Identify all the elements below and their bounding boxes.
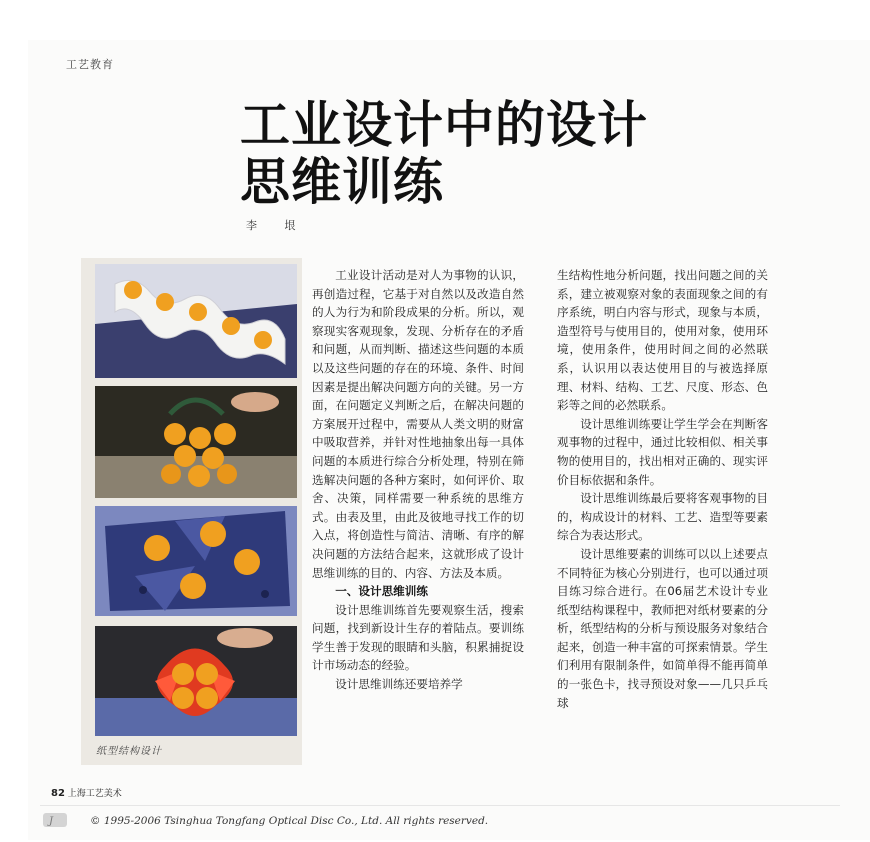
copyright-notice: © 1995-2006 Tsinghua Tongfang Optical Disc Co., Ltd. All rights reserved. bbox=[90, 815, 489, 827]
footer-divider bbox=[40, 805, 840, 806]
svg-text:J: J bbox=[49, 816, 54, 827]
page-footer bbox=[51, 786, 122, 799]
paper-structure-photo-3 bbox=[95, 506, 297, 616]
section-heading: 一、设计思维训练 bbox=[335, 584, 428, 599]
paragraph: 工业设计活动是对人为事物的认识，再创造过程，它基于对自然以及改造自然的人为行为和阶段成果的分析。所以，观察现实客观现象，发现、分析存在的矛盾和问题，从而判断、描述这些问题的本质以及这些问题的存在的环境、条件、时间因素是提出解决问题方向的关键。另一方面，在问题定义判断之后，在解决问题的方案展开过程中，需要从人类文明的财富中吸取营养，并针对性地抽象出每一具体问题的本质进行综合分析处理，特别在筛选解决问题的各种方案时，如何评价、取舍、决策，同样需要一种系统的思维方式。由表及里，由此及彼地寻找工作的切入点，将创造性与简洁、清晰、有序的解决问题的方法结合起来，这就形成了设计思维训练的目的、内容、方法及本质。 bbox=[312, 268, 524, 580]
article-title-line-2: 思维训练 bbox=[240, 153, 444, 211]
paper-structure-photo-2 bbox=[95, 386, 297, 498]
figure-panel bbox=[81, 258, 302, 765]
paper-structure-photo-1 bbox=[95, 264, 297, 378]
paragraph: 设计思维训练还要培养学 bbox=[335, 677, 463, 692]
paragraph: 设计思维训练要让学生学会在判断客观事物的过程中，通过比较相似、相关事物的使用目的，找出相对正确的、现实评价目标依据和条件。 bbox=[557, 416, 768, 487]
text-column-right bbox=[557, 266, 768, 712]
paragraph: 设计思维训练首先要观察生活，搜索问题，找到新设计生存的着陆点。要训练学生善于发现的眼睛和头脑，积累捕捉设计市场动态的经验。 bbox=[312, 602, 524, 673]
page-number: 82 bbox=[51, 788, 65, 799]
section-label: 工艺教育 bbox=[66, 58, 114, 71]
figure-caption: 纸型结构设计 bbox=[96, 746, 162, 757]
text-column-left bbox=[312, 266, 524, 694]
article-title-line-1: 工业设计中的设计 bbox=[240, 96, 648, 154]
publisher-logo-icon bbox=[42, 811, 68, 829]
paper-structure-photo-4 bbox=[95, 626, 297, 736]
paragraph: 设计思维要素的训练可以以上述要点不同特征为核心分别进行，也可以通过项目练习综合进行。在06届艺术设计专业纸型结构课程中，教师把对纸材要素的分析，纸型结构的分析与预设服务对象结合起来，创造一种丰富的可探索情景。学生们利用有限制条件，如简单得不能再简单的一张色卡，找寻预设对象——几只乒乓球 bbox=[557, 546, 768, 710]
journal-name: 上海工艺美术 bbox=[67, 789, 122, 799]
paragraph: 设计思维训练最后要将客观事物的目的，构成设计的材料、工艺、造型等要素综合为表达形式。 bbox=[557, 491, 768, 543]
author-name: 李 垠 bbox=[246, 219, 308, 232]
paragraph-continued: 生结构性地分析问题，找出问题之间的关系，建立被观察对象的表面现象之间的有序系统，明白内容与形式，现象与本质，造型符号与使用目的，使用对象，使用环境，使用条件，使用时间之间的必然联系，认识用以表达使用目的与被选择原理、材料、结构、工艺、尺度、形态、色彩等之间的必然联系。 bbox=[557, 268, 768, 413]
